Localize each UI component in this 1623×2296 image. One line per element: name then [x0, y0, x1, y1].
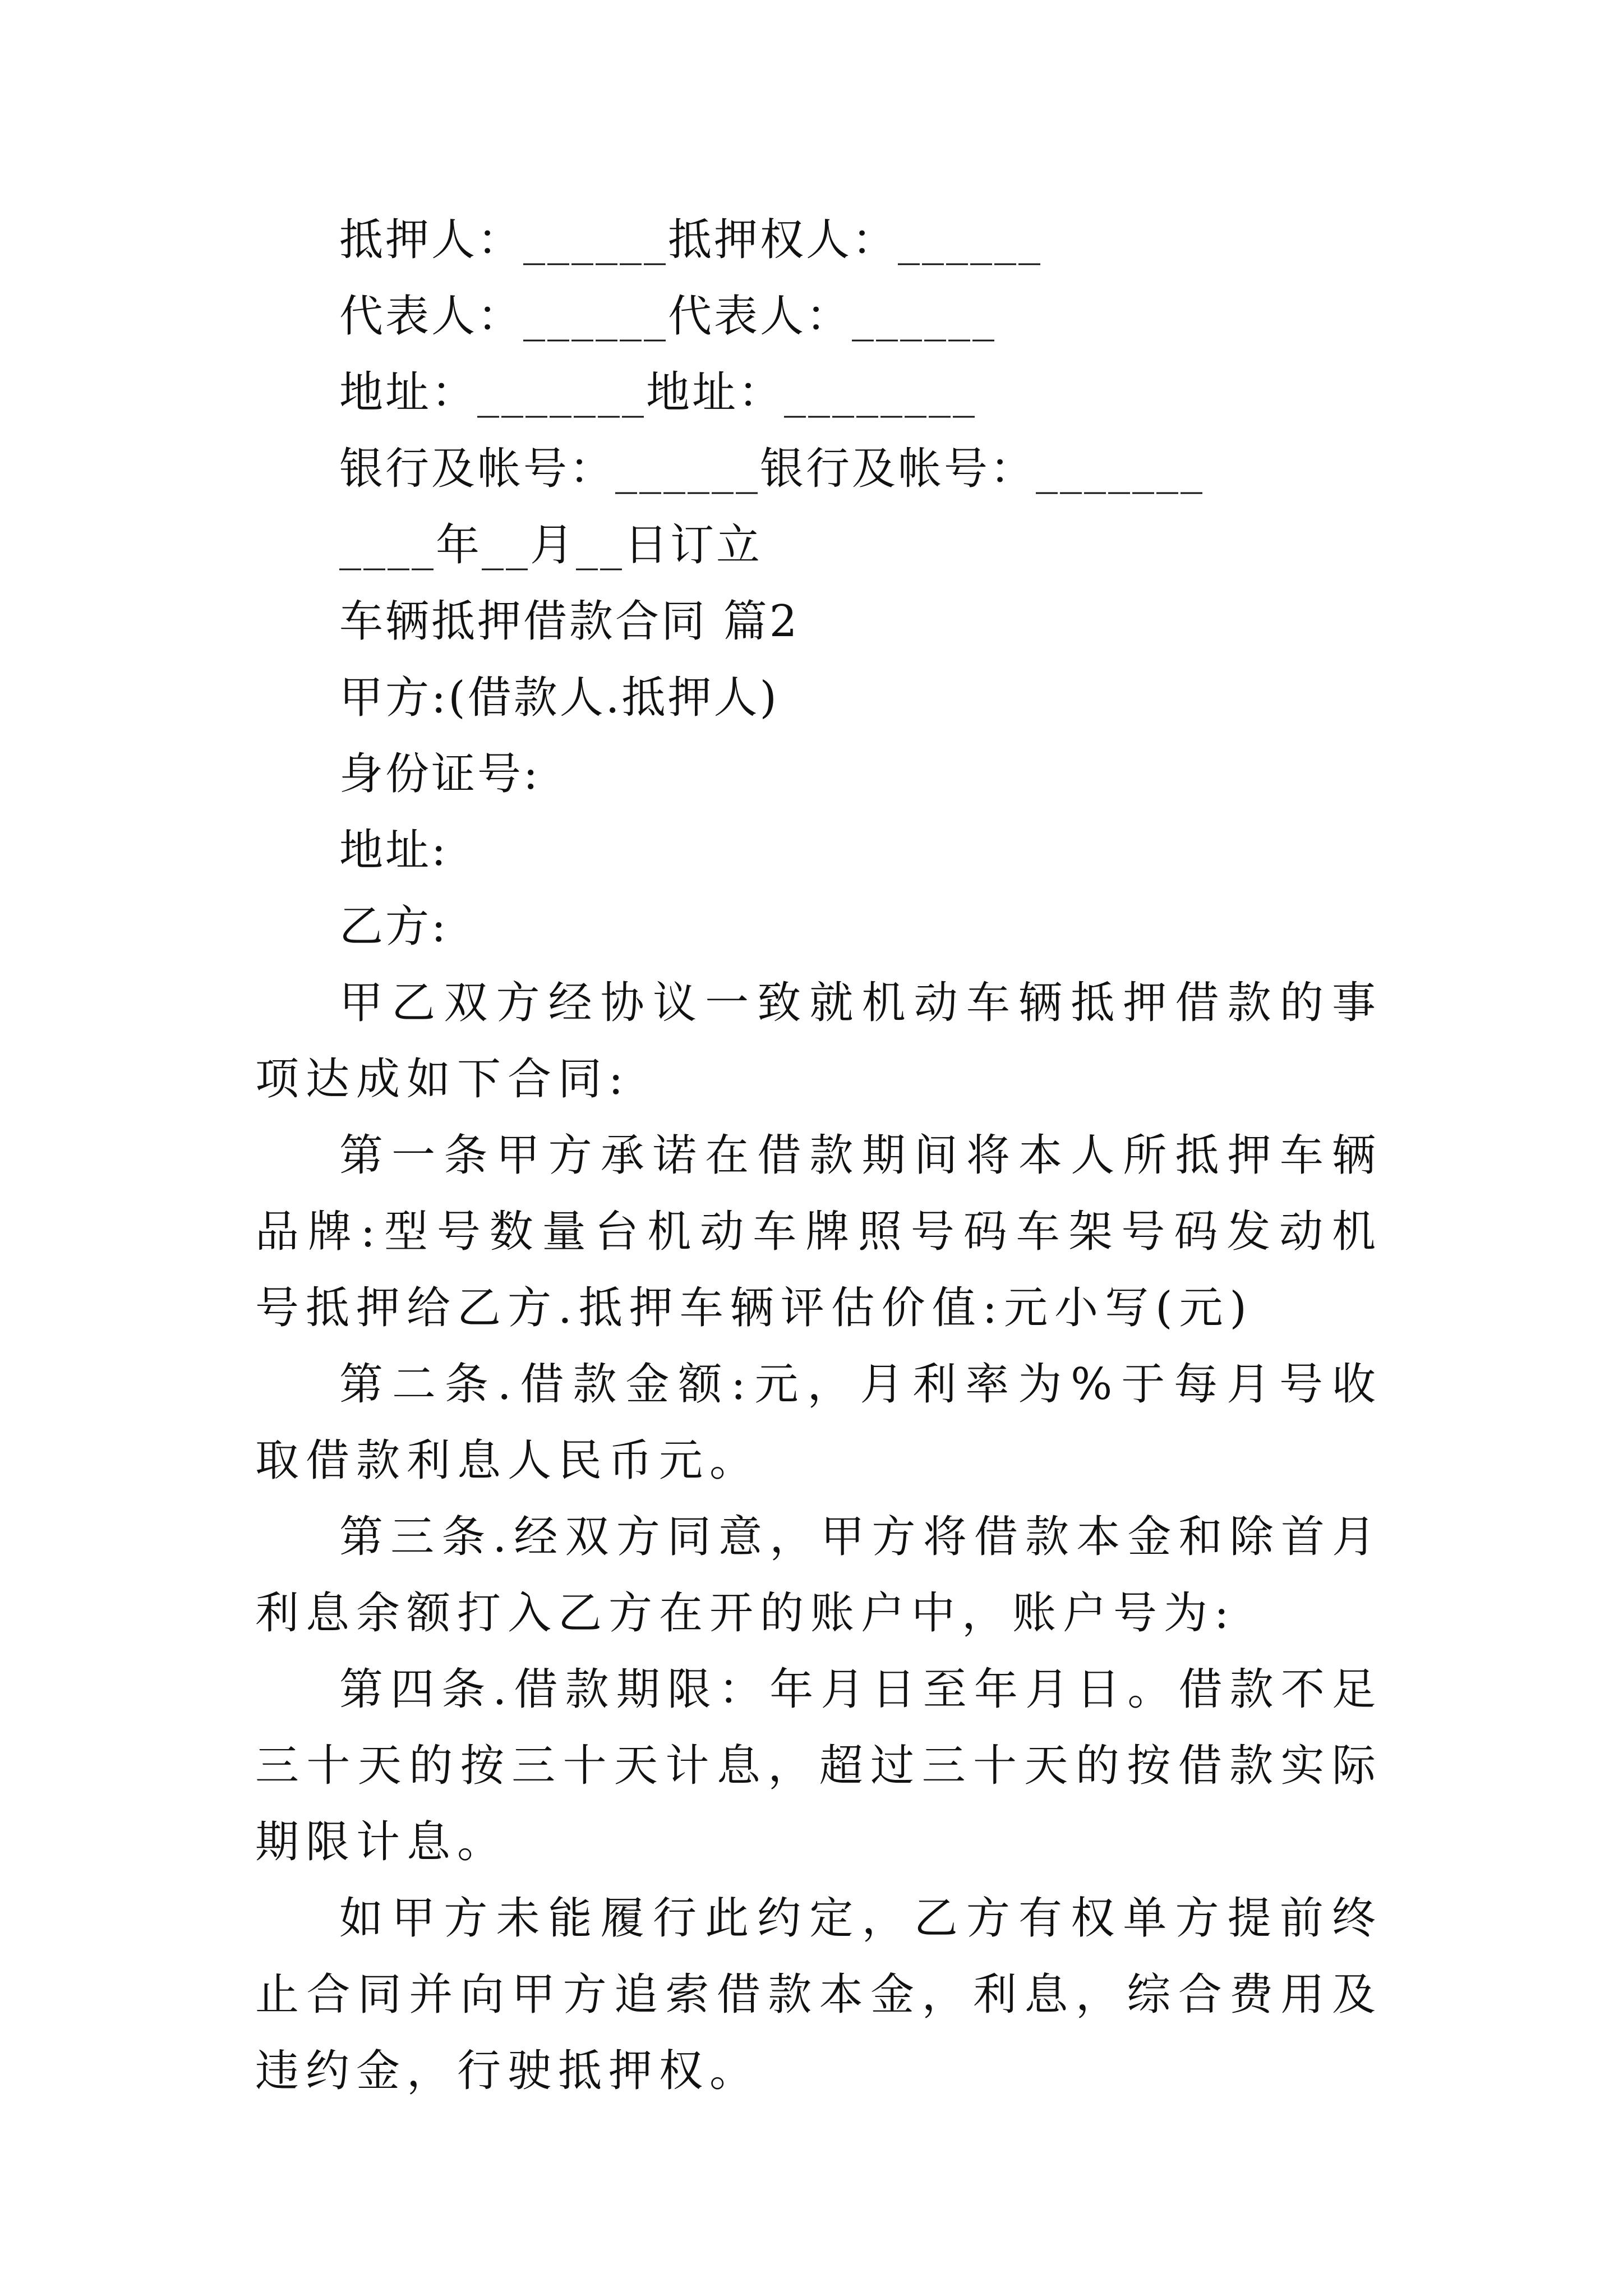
paragraph-article-3: 第三条.经双方同意，甲方将借款本金和除首月利息余额打入乙方在开的账户中，账户号为: [255, 1512, 1382, 1639]
signature-line-date: ____年__月__日订立 [339, 520, 763, 570]
id-number-line: 身份证号: [339, 749, 541, 799]
signature-line-address: 地址：_______地址：________ [339, 367, 978, 418]
party-a-line: 甲方:(借款人.抵押人) [339, 673, 779, 723]
section-title: 车辆抵押借款合同 篇2 [339, 596, 800, 647]
paragraph-breach-clause: 如甲方未能履行此约定，乙方有权单方提前终止合同并向甲方追索借款本金，利息，综合费用及违约金，行驶抵押权。 [255, 1893, 1382, 2096]
paragraph-article-1: 第一条甲方承诺在借款期间将本人所抵押车辆品牌:型号数量台机动车牌照号码车架号码发动机号抵押给乙方.抵押车辆评估价值:元小写(元) [255, 1130, 1382, 1333]
paragraph-agreement-intro: 甲乙双方经协议一致就机动车辆抵押借款的事项达成如下合同: [255, 978, 1382, 1105]
signature-line-bank-account: 银行及帐号：______银行及帐号：_______ [339, 444, 1205, 494]
paragraph-article-4: 第四条.借款期限：年月日至年月日。借款不足三十天的按三十天计息，超过三十天的按借款实际期限计息。 [255, 1664, 1382, 1867]
document-body [255, 202, 1382, 2109]
party-b-line: 乙方: [339, 901, 449, 952]
signature-line-representative: 代表人：______代表人：______ [339, 291, 997, 342]
signature-line-mortgagor: 抵押人：______抵押权人：______ [339, 215, 1043, 265]
paragraph-article-2: 第二条.借款金额:元，月利率为%于每月号收取借款利息人民币元。 [255, 1359, 1382, 1486]
address-line: 地址: [339, 825, 449, 876]
